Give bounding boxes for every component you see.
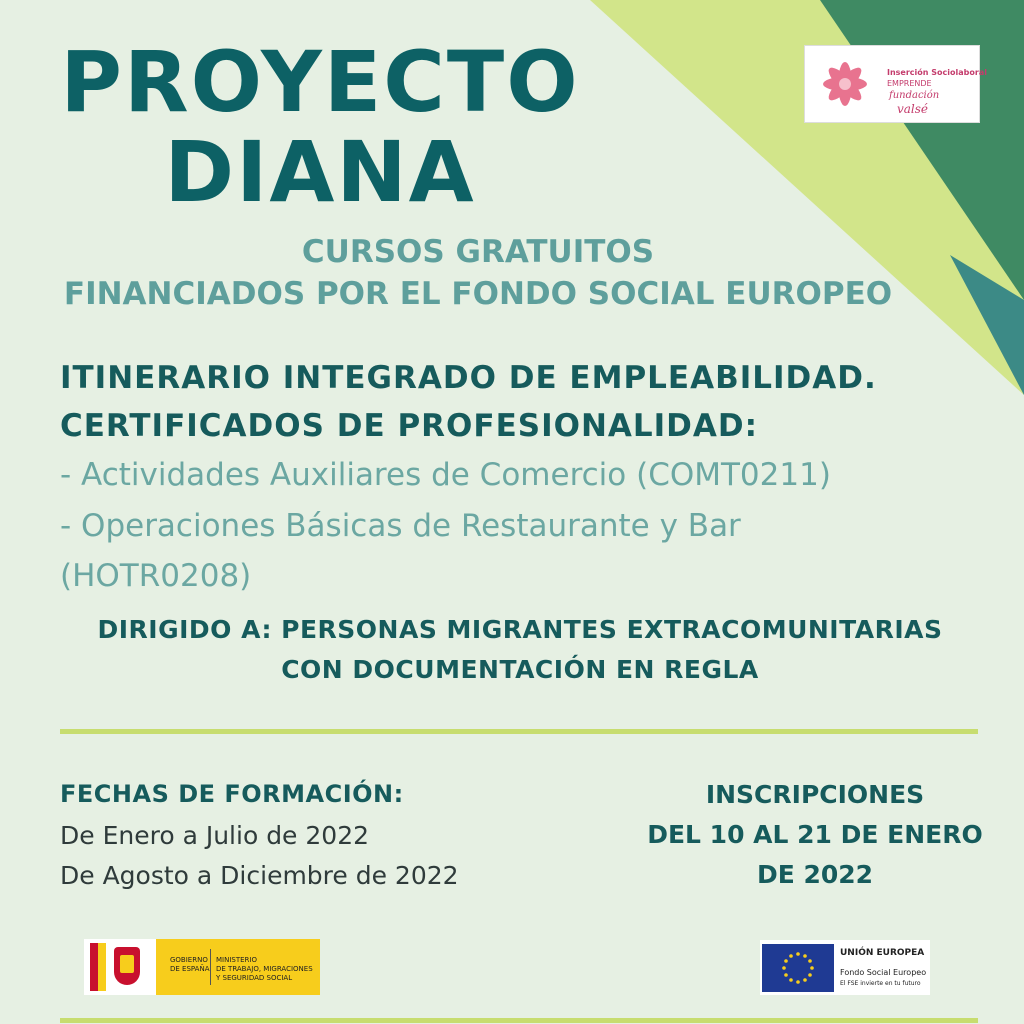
- valse-logo-line3: fundación: [889, 90, 940, 101]
- target-audience-line1: DIRIGIDO A: PERSONAS MIGRANTES EXTRACOMUNITARIAS: [97, 615, 943, 644]
- course-item-restaurante-line2: (HOTR0208): [60, 558, 252, 594]
- eu-logo-title: UNIÓN EUROPEA: [840, 948, 925, 958]
- divider-bottom: [60, 1018, 978, 1023]
- subtitle-line2: FINANCIADOS POR EL FONDO SOCIAL EUROPEO: [63, 276, 893, 312]
- course-item-restaurante-line1: - Operaciones Básicas de Restaurante y Bar: [60, 508, 741, 544]
- spain-crest-icon: [84, 939, 156, 995]
- inscriptions-line3: DE 2022: [756, 860, 874, 889]
- training-dates-label: FECHAS DE FORMACIÓN:: [60, 780, 404, 808]
- valse-logo-line4: valsé: [897, 102, 929, 116]
- divider-top: [60, 729, 978, 734]
- valse-logo-line2: EMPRENDE: [887, 79, 932, 88]
- eu-logo-subtitle: Fondo Social Europeo: [840, 968, 927, 977]
- pink-flower-icon: [809, 50, 881, 118]
- subtitle-line1: CURSOS GRATUITOS: [301, 234, 655, 270]
- program-heading-line2: CERTIFICADOS DE PROFESIONALIDAD:: [60, 408, 759, 444]
- program-heading-line1: ITINERARIO INTEGRADO DE EMPLEABILIDAD.: [60, 360, 877, 396]
- inscriptions-line1: INSCRIPCIONES: [705, 780, 925, 809]
- course-item-comercio: - Actividades Auxiliares de Comercio (COMT0211): [60, 457, 831, 493]
- union-europea-logo: [760, 940, 930, 995]
- gov-logo-separator: [210, 949, 211, 985]
- training-period-2: De Agosto a Diciembre de 2022: [60, 861, 459, 890]
- gov-logo-text2: MINISTERIO DE TRABAJO, MIGRACIONES Y SEGURIDAD SOCIAL: [216, 956, 313, 982]
- target-audience-line2: CON DOCUMENTACIÓN EN REGLA: [281, 655, 759, 684]
- training-period-1: De Enero a Julio de 2022: [60, 821, 370, 850]
- eu-flag-icon: [762, 944, 834, 992]
- valse-logo: [804, 45, 987, 123]
- page-title-line1: PROYECTO: [60, 33, 580, 131]
- inscriptions-line2: DEL 10 AL 21 DE ENERO: [647, 820, 983, 849]
- page-title-line2: DIANA: [164, 123, 476, 221]
- gobierno-espana-logo: [84, 939, 320, 995]
- gov-logo-text1: GOBIERNO DE ESPAÑA: [170, 956, 210, 973]
- eu-logo-tagline: El FSE invierte en tu futuro: [840, 980, 921, 987]
- valse-logo-line1: Inserción Sociolaboral: [887, 68, 987, 77]
